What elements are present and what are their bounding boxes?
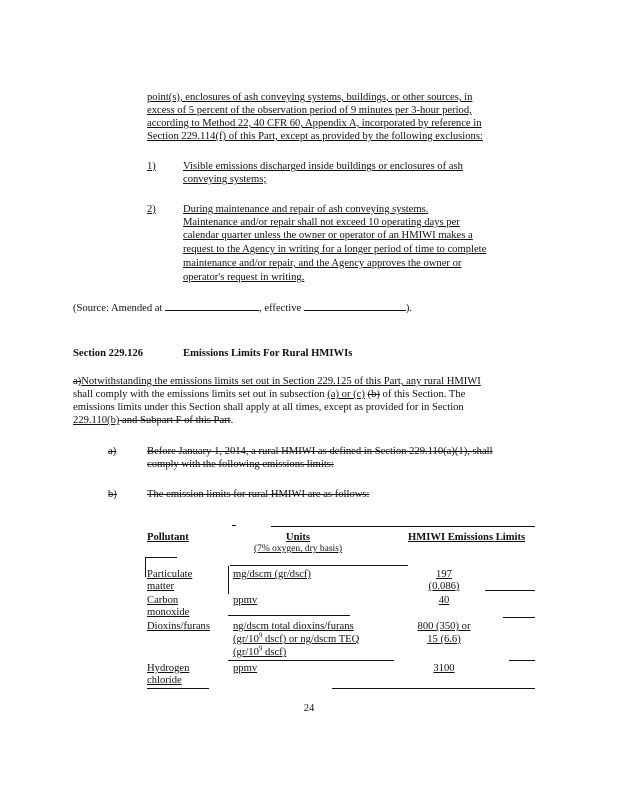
exclusion-2-line-6: operator's request in writing.: [183, 272, 305, 283]
table-rule: [228, 660, 394, 661]
row-3-pollutant: Dioxins/furans: [147, 621, 210, 632]
row-1-pollutant-cont: matter: [147, 581, 175, 592]
row-3-units-cont-2: ($gr/10^9$ dscf): [233, 644, 287, 658]
header-units-subtitle: (7% oxygen, dry basis): [253, 544, 343, 554]
row-4-pollutant: Hydrogen: [147, 663, 190, 674]
exclusion-2-line-4: request to the Agency in writing for a longer period of time to complete: [183, 244, 487, 255]
exclusion-1-line-2: conveying systems;: [183, 174, 267, 185]
table-rule: [232, 525, 236, 526]
table-rule: [332, 688, 535, 689]
row-4-limit: 3100: [433, 663, 455, 674]
subsection-b-label: b): [108, 489, 117, 500]
row-1-units: mg/dscm (gr/dscf): [233, 569, 311, 580]
paragraph-line-4: 229.110(b) and Subpart F of this Part.: [73, 415, 234, 426]
subsection-a-line-2: comply with the following emissions limits:: [147, 459, 334, 470]
exclusion-2-line-2: Maintenance and/or repair shall not exceed 10 operating days per: [183, 217, 460, 228]
table-rule: [503, 617, 535, 618]
table-rule: [509, 660, 535, 661]
row-1-limit: 197: [436, 569, 452, 580]
row-2-units: ppmv: [233, 595, 258, 606]
exclusion-2-line-3: calendar quarter unless the owner or operator of an HMIWI makes a: [183, 230, 473, 241]
table-rule: [230, 565, 408, 566]
exclusion-2-line-1: During maintenance and repair of ash conveying systems.: [183, 204, 429, 215]
row-4-units: ppmv: [233, 663, 258, 674]
row-2-limit: 40: [438, 595, 450, 606]
exclusion-1-line-1: Visible emissions discharged inside buildings or enclosures of ash: [183, 161, 463, 172]
intro-line-3: according to Method 22, 40 CFR 60, Appendix A, incorporated by reference in: [147, 118, 482, 129]
row-2-pollutant: Carbon: [147, 595, 179, 606]
header-pollutant: Pollutant: [147, 532, 189, 543]
section-number: Section 229.126: [73, 348, 144, 359]
paragraph-line-3: emissions limits under this Section shall apply at all times, except as provided for in Section: [73, 402, 464, 413]
intro-line-4: Section 229.114(f) of this Part, except as provided by the following exclusions:: [147, 131, 483, 142]
table-rule: [147, 688, 209, 689]
page-number: 24: [303, 703, 315, 714]
row-4-pollutant-cont: chloride: [147, 675, 182, 686]
row-2-pollutant-cont: monoxide: [147, 607, 190, 618]
table-rule: [485, 590, 535, 591]
row-1-pollutant: Particulate: [147, 569, 193, 580]
paragraph-line-2: shall comply with the emissions limits set out in subsection (a) or (c) (b) of this Section. The: [73, 389, 466, 400]
intro-line-2: excess of 5 percent of the observation period of 9 minutes per 3-hour period,: [147, 105, 472, 116]
header-limits: HMIWI Emissions Limits: [408, 532, 526, 543]
source-note: (Source: Amended at , effective ).: [73, 300, 412, 315]
paragraph-line-1: a)Notwithstanding the emissions limits set out in Section 229.125 of this Part, any rural HMIWI: [73, 376, 481, 387]
row-3-units: ng/dscm total dioxins/furans: [233, 621, 354, 632]
table-rule: [145, 557, 146, 577]
table-rule: [228, 615, 350, 616]
exclusion-2-line-5: maintenance and/or repair, and the Agency approves the owner or: [183, 258, 462, 269]
section-title: Emissions Limits For Rural HMIWIs: [183, 348, 353, 359]
row-3-limit: 800 (350) or: [417, 621, 471, 632]
intro-line-1: point(s), enclosures of ash conveying systems, buildings, or other sources, in: [147, 92, 473, 103]
header-units: Units: [285, 532, 311, 543]
exclusion-2-number: 2): [147, 204, 156, 215]
row-3-limit-cont: 15 (6.6): [427, 634, 461, 645]
table-rule: [271, 526, 535, 527]
subsection-a-label: a): [108, 446, 117, 457]
row-3-units-cont: ($gr/10^9$ dscf) or ng/dscm TEQ: [233, 631, 360, 645]
table-rule: [145, 557, 177, 558]
row-1-limit-cont: (0.086): [428, 581, 460, 592]
subsection-b-line-1: The emission limits for rural HMIWI are as follows:: [147, 489, 370, 500]
exclusion-1-number: 1): [147, 161, 156, 172]
subsection-a-line-1: Before January 1, 2014, a rural HMIWI as defined in Section 229.110(a)(1), shall: [147, 446, 493, 457]
table-rule: [228, 566, 229, 594]
